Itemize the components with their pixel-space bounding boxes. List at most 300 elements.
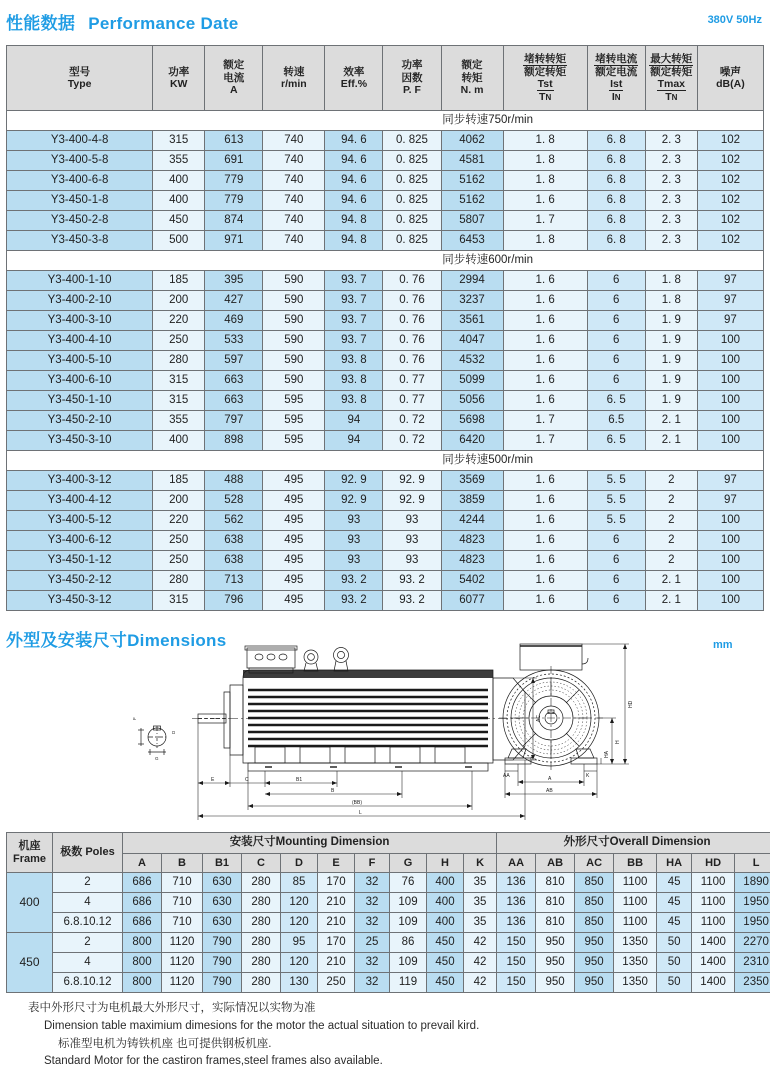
table-cell: 1. 6 (503, 311, 587, 331)
table-cell: Y3-450-2-10 (7, 411, 153, 431)
performance-group-label: 同步转速500r/min (7, 451, 764, 471)
table-cell: 315 (153, 371, 205, 391)
table-cell: 6 (587, 371, 645, 391)
table-cell: 590 (263, 371, 325, 391)
svg-text:AB: AB (546, 788, 553, 794)
max-torque-num-en: Tmax (657, 78, 686, 90)
table-cell: 400 (153, 191, 205, 211)
dimensions-title-cn: 外型及安装尺寸 (6, 631, 128, 650)
table-cell: 102 (697, 211, 763, 231)
table-cell: 150 (497, 933, 536, 953)
table-cell: 686 (123, 873, 162, 893)
table-cell: 94 (325, 411, 383, 431)
table-cell: 4244 (441, 511, 503, 531)
table-cell: 740 (263, 151, 325, 171)
table-cell: 595 (263, 391, 325, 411)
table-cell: 280 (242, 973, 281, 993)
table-cell: 210 (318, 893, 355, 913)
svg-text:HA: HA (604, 751, 610, 758)
col-header-current-cn1: 额定 (223, 59, 245, 72)
table-cell: 100 (697, 511, 763, 531)
dim-col-b1: B1 (203, 854, 242, 873)
footnote-4: Standard Motor for the castiron frames,steel frames also available. (44, 1055, 383, 1068)
performance-group-label: 同步转速750r/min (7, 111, 764, 131)
table-cell: 280 (242, 933, 281, 953)
col-header-noise-cn: 噪声 (719, 65, 741, 78)
poles-cell: 2 (53, 873, 123, 893)
table-cell: 810 (536, 913, 575, 933)
table-cell: 93. 7 (325, 311, 383, 331)
col-header-current-cn2: 电流 (223, 71, 245, 84)
table-cell: 630 (203, 873, 242, 893)
table-cell: 94. 6 (325, 191, 383, 211)
table-row (7, 893, 770, 913)
max-torque-fraction-cn (649, 53, 693, 78)
unit-label-mm: mm (713, 639, 733, 651)
table-cell: 85 (281, 873, 318, 893)
table-cell: 810 (536, 893, 575, 913)
table-cell: 1. 6 (503, 271, 587, 291)
table-cell: 109 (390, 893, 427, 913)
table-cell: 1. 6 (503, 511, 587, 531)
table-cell: 2994 (441, 271, 503, 291)
table-cell: 102 (697, 151, 763, 171)
table-cell: 120 (281, 913, 318, 933)
table-cell: 562 (205, 511, 263, 531)
table-cell: 495 (263, 551, 325, 571)
dim-col-aa: AA (497, 854, 536, 873)
table-cell: 450 (427, 953, 464, 973)
performance-header-row (7, 46, 764, 111)
table-cell: 6077 (441, 591, 503, 611)
table-row (7, 231, 764, 251)
table-cell: 740 (263, 171, 325, 191)
table-cell: 97 (697, 471, 763, 491)
table-cell: 93 (325, 551, 383, 571)
table-cell: 740 (263, 191, 325, 211)
svg-text:H: H (615, 740, 621, 744)
table-cell: 0. 76 (383, 311, 441, 331)
table-cell: 94. 6 (325, 151, 383, 171)
table-cell: 800 (123, 953, 162, 973)
table-cell: 50 (657, 933, 692, 953)
table-cell: 100 (697, 351, 763, 371)
table-cell: 6. 8 (587, 131, 645, 151)
table-cell: 0. 76 (383, 271, 441, 291)
dim-col-ha: HA (657, 854, 692, 873)
frame-cell: 400 (7, 873, 53, 933)
table-cell: 597 (205, 351, 263, 371)
table-cell: 100 (697, 531, 763, 551)
table-row (7, 431, 764, 451)
table-cell: 25 (355, 933, 390, 953)
table-cell: 427 (205, 291, 263, 311)
table-cell: 1. 6 (503, 531, 587, 551)
table-cell: 5402 (441, 571, 503, 591)
motor-end-view (499, 644, 634, 798)
table-cell: Y3-400-6-12 (7, 531, 153, 551)
dim-col-b: B (162, 854, 203, 873)
table-cell: 5807 (441, 211, 503, 231)
table-cell: 97 (697, 491, 763, 511)
table-cell: 2. 3 (645, 171, 697, 191)
performance-title-en: Performance Date (88, 14, 239, 33)
table-cell: 32 (355, 913, 390, 933)
table-cell: 5. 5 (587, 511, 645, 531)
frame-cell: 450 (7, 933, 53, 993)
table-cell: 800 (123, 973, 162, 993)
table-cell: 1. 9 (645, 351, 697, 371)
table-cell: 42 (464, 933, 497, 953)
table-cell: 0. 825 (383, 151, 441, 171)
table-cell: 800 (123, 933, 162, 953)
col-header-locked-current-ratio (587, 46, 645, 111)
table-cell: 6. 8 (587, 171, 645, 191)
svg-text:B1: B1 (296, 777, 303, 783)
table-cell: 6. 8 (587, 211, 645, 231)
col-header-powerfactor-cn2: 因数 (401, 71, 423, 84)
table-cell: 120 (281, 893, 318, 913)
table-row (7, 351, 764, 371)
table-cell: 1100 (692, 873, 735, 893)
table-cell: Y3-400-5-12 (7, 511, 153, 531)
table-cell: 100 (697, 591, 763, 611)
table-row (7, 571, 764, 591)
table-cell: 94 (325, 431, 383, 451)
table-cell: 92. 9 (325, 471, 383, 491)
table-cell: 93. 7 (325, 291, 383, 311)
table-cell: 1350 (614, 933, 657, 953)
table-cell: 109 (390, 913, 427, 933)
table-cell: 400 (427, 893, 464, 913)
table-row (7, 411, 764, 431)
table-row (7, 953, 770, 973)
dim-col-g: G (390, 854, 427, 873)
footnote-1: 表中外形尺寸为电机最大外形尺寸，实际情况以实物为准 (28, 1002, 316, 1014)
table-cell: 93. 2 (325, 591, 383, 611)
table-cell: 0. 77 (383, 371, 441, 391)
table-cell: 950 (536, 953, 575, 973)
locked-torque-num-en: Tst (537, 78, 553, 90)
col-header-torque-en: N. m (460, 84, 484, 97)
footnote-3: 标准型电机为铸铁机座 也可提供钢板机座. (58, 1037, 272, 1050)
table-cell: 595 (263, 411, 325, 431)
table-cell: 93. 7 (325, 331, 383, 351)
table-cell: 100 (697, 431, 763, 451)
table-cell: 2270 (735, 933, 770, 953)
table-cell: 315 (153, 131, 205, 151)
col-header-power (153, 46, 205, 111)
drawing-svg (0, 640, 770, 825)
table-cell: 1. 6 (503, 391, 587, 411)
table-cell: Y3-450-1-12 (7, 551, 153, 571)
table-cell: 1100 (692, 893, 735, 913)
table-cell: 210 (318, 913, 355, 933)
table-cell: 35 (464, 893, 497, 913)
table-cell: 4062 (441, 131, 503, 151)
dim-group-overall: 外形尺寸Overall Dimension (497, 833, 770, 854)
table-cell: 94. 8 (325, 211, 383, 231)
table-row (7, 331, 764, 351)
table-cell: Y3-450-3-8 (7, 231, 153, 251)
table-cell: 150 (497, 953, 536, 973)
col-header-torque (441, 46, 503, 111)
table-cell: 590 (263, 351, 325, 371)
table-cell: 45 (657, 893, 692, 913)
table-cell: 874 (205, 211, 263, 231)
table-cell: Y3-450-3-10 (7, 431, 153, 451)
table-cell: 850 (575, 913, 614, 933)
table-cell: 2. 3 (645, 211, 697, 231)
table-cell: 5. 5 (587, 491, 645, 511)
table-cell: 94. 6 (325, 131, 383, 151)
dim-group-mounting: 安装尺寸Mounting Dimension (123, 833, 497, 854)
table-cell: 740 (263, 211, 325, 231)
table-cell: 1. 6 (503, 191, 587, 211)
table-cell: 102 (697, 191, 763, 211)
table-cell: 400 (153, 171, 205, 191)
table-cell: 2310 (735, 953, 770, 973)
table-cell: Y3-400-1-10 (7, 271, 153, 291)
table-cell: 1350 (614, 973, 657, 993)
table-cell: 355 (153, 411, 205, 431)
table-cell: 2 (645, 551, 697, 571)
table-cell: 2 (645, 531, 697, 551)
table-cell: 400 (427, 913, 464, 933)
table-cell: 0. 76 (383, 291, 441, 311)
table-cell: 950 (575, 973, 614, 993)
table-cell: 102 (697, 131, 763, 151)
dimensions-title-en: Dimensions (127, 631, 227, 650)
table-cell: 97 (697, 311, 763, 331)
table-cell: 595 (263, 431, 325, 451)
col-header-efficiency-cn: 效率 (343, 65, 365, 78)
table-row (7, 391, 764, 411)
table-cell: 102 (697, 231, 763, 251)
table-cell: 950 (536, 973, 575, 993)
table-cell: Y3-450-3-12 (7, 591, 153, 611)
table-cell: 0. 825 (383, 171, 441, 191)
table-cell: 6 (587, 571, 645, 591)
table-cell: 0. 76 (383, 351, 441, 371)
table-cell: 109 (390, 953, 427, 973)
svg-text:B: B (331, 788, 335, 794)
table-cell: 6 (587, 531, 645, 551)
table-cell: 95 (281, 933, 318, 953)
table-cell: 93. 7 (325, 271, 383, 291)
dim-col-poles-cn: 极数 (60, 846, 83, 859)
table-cell: Y3-400-2-10 (7, 291, 153, 311)
table-cell: 210 (318, 953, 355, 973)
table-cell: 810 (536, 873, 575, 893)
performance-group-label: 同步转速600r/min (7, 251, 764, 271)
col-header-speed-cn: 转速 (283, 65, 305, 78)
table-cell: 3561 (441, 311, 503, 331)
table-cell: Y3-400-3-10 (7, 311, 153, 331)
dim-col-d: D (281, 854, 318, 873)
table-cell: 1950 (735, 893, 770, 913)
table-cell: 740 (263, 231, 325, 251)
table-row (7, 131, 764, 151)
table-cell: 355 (153, 151, 205, 171)
table-cell: 6420 (441, 431, 503, 451)
table-cell: 5162 (441, 191, 503, 211)
table-cell: 4532 (441, 351, 503, 371)
table-cell: 130 (281, 973, 318, 993)
motor-side-view (192, 646, 542, 820)
voltage-label: 380V 50Hz (707, 14, 762, 26)
table-cell: 469 (205, 311, 263, 331)
table-cell: 280 (153, 351, 205, 371)
dim-col-frame (7, 833, 53, 873)
table-cell: 250 (153, 551, 205, 571)
dim-col-c: C (242, 854, 281, 873)
table-row (7, 211, 764, 231)
table-cell: 1. 8 (503, 231, 587, 251)
table-cell: 4047 (441, 331, 503, 351)
table-cell: 638 (205, 551, 263, 571)
table-cell: 4581 (441, 151, 503, 171)
table-cell: 6. 8 (587, 151, 645, 171)
dim-col-hd: HD (692, 854, 735, 873)
table-cell: 495 (263, 591, 325, 611)
table-cell: 528 (205, 491, 263, 511)
table-cell: 590 (263, 291, 325, 311)
table-cell: 950 (536, 933, 575, 953)
table-row (7, 591, 764, 611)
performance-group-row (7, 251, 764, 271)
shaft-key-detail (132, 717, 176, 761)
dim-col-a: A (123, 854, 162, 873)
table-cell: 1. 8 (645, 271, 697, 291)
table-cell: 93 (325, 531, 383, 551)
table-cell: 630 (203, 893, 242, 913)
dim-col-frame-en: Frame (12, 852, 47, 865)
table-row (7, 551, 764, 571)
table-cell: Y3-400-6-8 (7, 171, 153, 191)
table-cell: 710 (162, 873, 203, 893)
table-cell: 2. 1 (645, 591, 697, 611)
dim-col-e: E (318, 854, 355, 873)
table-cell: 2. 3 (645, 151, 697, 171)
table-cell: 76 (390, 873, 427, 893)
table-row (7, 311, 764, 331)
table-cell: 1. 8 (503, 131, 587, 151)
dim-col-frame-cn: 机座 (18, 839, 41, 852)
table-row (7, 471, 764, 491)
table-cell: 500 (153, 231, 205, 251)
table-cell: 50 (657, 953, 692, 973)
dim-col-bb: BB (614, 854, 657, 873)
locked-torque-fraction-en (537, 78, 554, 103)
table-cell: 250 (318, 973, 355, 993)
table-cell: Y3-450-2-12 (7, 571, 153, 591)
col-header-locked-torque-ratio (503, 46, 587, 111)
performance-group-row (7, 111, 764, 131)
col-header-efficiency (325, 46, 383, 111)
table-cell: 6. 5 (587, 391, 645, 411)
table-cell: 790 (203, 973, 242, 993)
performance-title-cn: 性能数据 (6, 14, 76, 33)
table-cell: 92. 9 (383, 471, 441, 491)
table-cell: 6 (587, 311, 645, 331)
table-row (7, 873, 770, 893)
table-cell: 400 (153, 431, 205, 451)
table-cell: 280 (242, 893, 281, 913)
table-cell: 93 (383, 551, 441, 571)
table-cell: 533 (205, 331, 263, 351)
col-header-power-cn: 功率 (168, 65, 190, 78)
table-cell: 315 (153, 591, 205, 611)
table-cell: 630 (203, 913, 242, 933)
table-cell: 710 (162, 913, 203, 933)
table-cell: 35 (464, 873, 497, 893)
dim-col-poles (53, 833, 123, 873)
table-cell: 45 (657, 913, 692, 933)
poles-cell: 4 (53, 893, 123, 913)
locked-current-den-en: IN (611, 91, 621, 104)
table-cell: 94. 6 (325, 171, 383, 191)
col-header-torque-cn2: 转矩 (461, 71, 483, 84)
table-cell: 42 (464, 973, 497, 993)
locked-current-num-en: Ist (610, 78, 623, 90)
table-cell: 1950 (735, 913, 770, 933)
svg-text:AA: AA (503, 773, 510, 779)
footnote-2: Dimension table maximium dimesions for the motor the actual situation to prevail kird. (44, 1019, 480, 1032)
table-cell: 6.5 (587, 411, 645, 431)
table-cell: 5698 (441, 411, 503, 431)
table-cell: 686 (123, 893, 162, 913)
table-cell: 185 (153, 271, 205, 291)
col-header-torque-cn1: 额定 (461, 59, 483, 72)
max-torque-num-cn: 最大转矩 (650, 52, 693, 65)
table-cell: 6453 (441, 231, 503, 251)
table-cell: 850 (575, 873, 614, 893)
table-cell: Y3-400-3-12 (7, 471, 153, 491)
poles-cell: 6.8.10.12 (53, 973, 123, 993)
table-cell: 1. 7 (503, 211, 587, 231)
svg-text:F: F (132, 717, 137, 720)
table-cell: 93. 2 (383, 591, 441, 611)
table-cell: 100 (697, 571, 763, 591)
table-cell: 950 (575, 953, 614, 973)
table-cell: 6. 8 (587, 231, 645, 251)
locked-current-num-cn: 堵转电流 (595, 52, 638, 65)
table-cell: 32 (355, 873, 390, 893)
table-row (7, 511, 764, 531)
table-cell: 2. 3 (645, 191, 697, 211)
table-cell: 185 (153, 471, 205, 491)
col-header-type-en: Type (67, 78, 92, 90)
table-cell: 691 (205, 151, 263, 171)
dimension-table-body (7, 873, 770, 993)
table-cell: 686 (123, 913, 162, 933)
poles-cell: 4 (53, 953, 123, 973)
table-cell: 1120 (162, 953, 203, 973)
table-cell: 1. 6 (503, 571, 587, 591)
table-cell: 32 (355, 973, 390, 993)
table-cell: 1400 (692, 953, 735, 973)
table-cell: 1. 7 (503, 411, 587, 431)
table-cell: 150 (497, 973, 536, 993)
table-cell: 6 (587, 591, 645, 611)
table-cell: 3237 (441, 291, 503, 311)
dim-col-h: H (427, 854, 464, 873)
table-cell: 280 (242, 913, 281, 933)
table-cell: 3859 (441, 491, 503, 511)
col-header-type-cn: 型号 (69, 65, 91, 78)
svg-text:K: K (586, 773, 590, 779)
